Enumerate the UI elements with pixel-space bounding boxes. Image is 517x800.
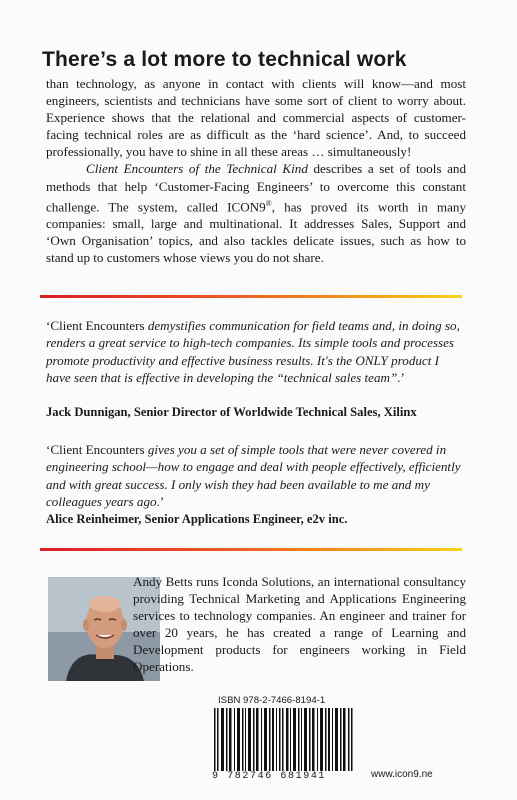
intro-text	[46, 75, 466, 266]
barcode-digits: 9 782746 681941	[212, 771, 358, 782]
isbn-label: ISBN 978-2-7466-8194-1	[218, 695, 326, 706]
testimonial-attribution-1: Jack Dunnigan, Senior Director of Worldwide Technical Sales, Xilinx	[46, 405, 417, 419]
website-link[interactable]: www.icon9.ne	[371, 769, 433, 780]
testimonial-quote-1: ‘Client Encounters demystifies communication for field teams and, in doing so, renders a great service to high-tech companies. Its simple tools and processes promote productivity and effective business results. It's the ONLY product I have seen that is effective in developing the “technical sales team”.’	[46, 318, 460, 386]
divider-rule-1	[40, 295, 462, 298]
intro-paragraph-1: than technology, as anyone in contact with clients will know—and most engineers, scientists and technicians have some sort of client to worry about. Experience shows that the relational and commercial aspects of customer-facing technical roles are as difficult as the ‘hard science’. And, to succeed professionally, you have to shine in all these areas … simultaneously!	[46, 76, 466, 160]
book-title: Client Encounters of the Technical Kind	[86, 161, 308, 177]
headline: There’s a lot more to technical work	[42, 48, 407, 71]
testimonial-quote-2: ‘Client Encounters gives you a set of simple tools that were never covered in engineering school—how to engage and deal with people effectively, efficiently and with great success. I only wish they had been available to me and my colleagues years ago.’	[46, 442, 461, 510]
intro-paragraph-2: Client Encounters of the Technical Kind describes a set of tools and methods that help ‘Customer-Facing Engineers’ to overcome this constant challenge. The system, called ICON9®, has proved its worth in many companies: small, large and multinational. It addresses Sales, Support and ‘Own Organisation’ topics, and also tackles delicate issues, such as how to stand up to customers whose views you do not share.	[46, 161, 467, 266]
testimonial-attribution-2: Alice Reinheimer, Senior Applications Engineer, e2v inc.	[46, 512, 348, 526]
divider-rule-2	[40, 548, 462, 551]
author-bio: Andy Betts runs Iconda Solutions, an international consultancy providing Technical Marketing and Applications Engineering services to technology companies. An engineer and trainer for over 20 years, he has created a range of Learning and Development products for engineers working in Field Operations.	[133, 574, 466, 675]
